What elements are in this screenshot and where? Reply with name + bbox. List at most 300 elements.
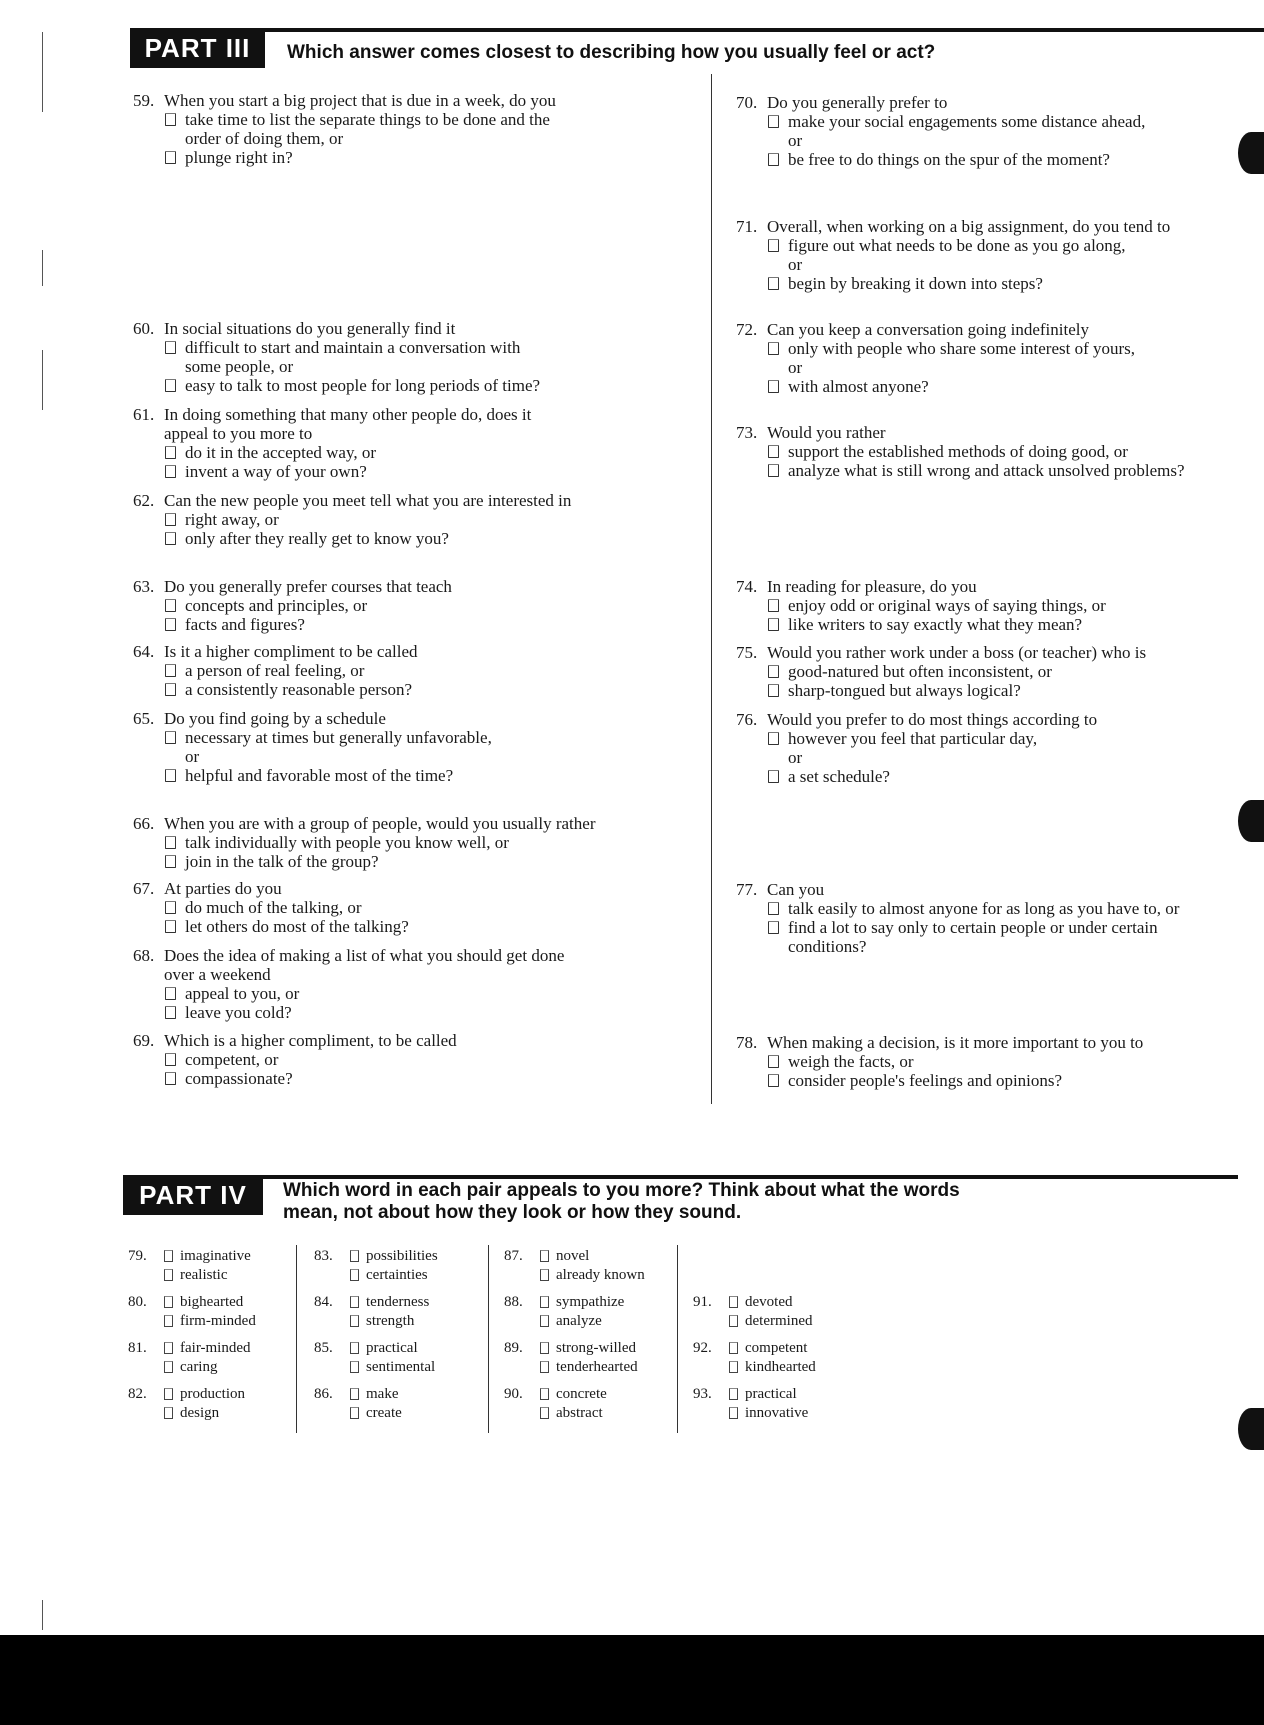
or-label: or [788,255,803,274]
word-pair [504,1247,664,1293]
answer-option-text: let others do most of the talking? [185,917,409,936]
word-text: tenderhearted [556,1359,638,1375]
answer-option-text: concepts and principles, or [185,596,368,615]
answer-option-a[interactable] [736,236,1256,255]
checkbox[interactable] [350,1296,359,1308]
word-option-a[interactable] [745,1293,792,1311]
question-number: 62. [133,491,155,510]
checkbox[interactable] [768,665,779,678]
answer-option-b[interactable] [133,376,693,395]
word-text: certainties [366,1267,428,1283]
word-option-b[interactable] [556,1404,603,1422]
word-option-a[interactable] [556,1339,636,1357]
checkbox[interactable] [164,1342,173,1354]
word-option-b[interactable] [745,1358,816,1376]
part4-rule [123,1175,1238,1179]
question-72 [736,320,1256,396]
word-text: devoted [745,1294,793,1310]
checkbox[interactable] [768,599,779,612]
word-option-a[interactable] [745,1385,797,1403]
answer-option-text: find a lot to say only to certain people or under certain [788,918,1158,937]
word-option-b[interactable] [366,1266,428,1284]
checkbox[interactable] [768,684,779,697]
word-text: novel [556,1248,590,1264]
question-stem [736,423,1256,442]
word-text: sentimental [366,1359,436,1375]
checkbox[interactable] [768,618,779,631]
question-stem-line: Does the idea of making a list of what you should get done [164,946,565,965]
answer-option-b[interactable] [736,377,1256,396]
word-option-b[interactable] [180,1266,227,1284]
checkbox[interactable] [768,153,779,166]
answer-option-b[interactable] [736,1071,1256,1090]
checkbox[interactable] [165,901,176,914]
word-option-b[interactable] [180,1358,217,1376]
question-stem [133,1031,693,1050]
checkbox[interactable] [164,1315,173,1327]
word-text: possibilities [366,1248,438,1264]
answer-option-text: plunge right in? [185,148,293,167]
word-option-b[interactable] [556,1266,645,1284]
question-number: 70. [736,93,758,112]
checkbox[interactable] [165,446,176,459]
word-option-b[interactable] [366,1404,402,1422]
word-option-a[interactable] [556,1385,607,1403]
margin-tick [42,32,43,112]
checkbox[interactable] [350,1250,359,1262]
answer-option-a[interactable] [736,339,1256,358]
answer-option-text: enjoy odd or original ways of saying things, or [788,596,1106,615]
question-stem-line: Would you rather [767,423,886,442]
bottom-scan-band [0,1635,1264,1725]
checkbox[interactable] [165,769,176,782]
or-label: or [788,748,803,767]
word-option-a[interactable] [180,1385,245,1403]
checkbox[interactable] [165,683,176,696]
answer-option-text: helpful and favorable most of the time? [185,766,454,785]
checkbox[interactable] [164,1361,173,1373]
part4-title-line2: mean, not about how they look or how they sound. [283,1202,742,1223]
word-option-b[interactable] [366,1358,435,1376]
answer-option-text: talk easily to almost anyone for as long as you have to, or [788,899,1180,918]
checkbox[interactable] [540,1361,549,1373]
answer-option-a[interactable] [133,596,693,615]
question-stem-line: Can you keep a conversation going indefinitely [767,320,1089,339]
word-pair [128,1385,288,1431]
checkbox[interactable] [165,379,176,392]
checkbox[interactable] [768,921,779,934]
checkbox[interactable] [164,1407,173,1419]
word-option-b[interactable] [556,1312,602,1330]
question-stem-line: In reading for pleasure, do you [767,577,977,596]
question-stem [736,577,1256,596]
checkbox[interactable] [729,1342,738,1354]
question-stem [133,879,693,898]
word-pair [504,1293,664,1339]
question-stem-line: Can you [767,880,825,899]
word-pair-number: 89. [504,1340,523,1356]
answer-option-text: take time to list the separate things to be done and the [185,110,550,129]
checkbox[interactable] [165,987,176,1000]
word-text: innovative [745,1405,809,1421]
word-option-b[interactable] [556,1358,638,1376]
word-column-2 [314,1247,474,1431]
question-stem [736,1033,1256,1052]
checkbox[interactable] [768,1055,779,1068]
margin-tick [42,250,43,286]
answer-option-a[interactable] [133,728,693,747]
checkbox[interactable] [350,1342,359,1354]
answer-option-b[interactable] [133,1003,693,1022]
answer-option-a[interactable] [133,1050,693,1069]
checkbox[interactable] [350,1361,359,1373]
checkbox[interactable] [540,1407,549,1419]
answer-option-b[interactable] [133,529,693,548]
answer-option-text: order of doing them, or [185,129,344,148]
word-text: strong-willed [556,1340,636,1356]
word-text: realistic [180,1267,228,1283]
question-65 [133,709,693,785]
question-63 [133,577,693,634]
question-stem-line: Is it a higher compliment to be called [164,642,418,661]
part3-label: PART III [130,28,265,68]
question-61 [133,405,693,481]
word-pair [314,1247,474,1293]
answer-option-a[interactable] [133,110,693,148]
checkbox[interactable] [165,836,176,849]
word-pair [504,1385,664,1431]
word-option-b[interactable] [745,1404,808,1422]
checkbox[interactable] [165,113,176,126]
checkbox[interactable] [165,731,176,744]
part3-rule [130,28,1264,32]
question-stem-line: When you are with a group of people, would you usually rather [164,814,596,833]
checkbox[interactable] [729,1361,738,1373]
word-text: practical [745,1386,797,1402]
checkbox[interactable] [350,1269,359,1281]
part4-label: PART IV [123,1175,263,1215]
word-option-a[interactable] [180,1339,251,1357]
word-option-b[interactable] [180,1404,219,1422]
answer-option-text: some people, or [185,357,294,376]
answer-option-b[interactable] [133,462,693,481]
checkbox[interactable] [768,770,779,783]
word-text: kindhearted [745,1359,816,1375]
margin-tick [42,350,43,410]
answer-option-a[interactable] [133,661,693,680]
word-text: abstract [556,1405,603,1421]
answer-option-a[interactable] [736,1052,1256,1071]
question-number: 77. [736,880,758,899]
answer-option-text: only after they really get to know you? [185,529,449,548]
word-pair-number: 86. [314,1386,333,1402]
question-number: 59. [133,91,155,110]
checkbox[interactable] [164,1269,173,1281]
answer-option-text: analyze what is still wrong and attack unsolved problems? [788,461,1185,480]
checkbox[interactable] [164,1250,173,1262]
question-number: 65. [133,709,155,728]
checkbox[interactable] [729,1296,738,1308]
checkbox[interactable] [165,513,176,526]
answer-option-a[interactable] [736,596,1256,615]
checkbox[interactable] [768,464,779,477]
answer-option-a[interactable] [736,729,1256,748]
question-number: 72. [736,320,758,339]
answer-option-text: do it in the accepted way, or [185,443,377,462]
word-pair-number: 90. [504,1386,523,1402]
answer-option-b[interactable] [736,767,1256,786]
question-stem-line: Would you rather work under a boss (or teacher) who is [767,643,1147,662]
answer-option-a[interactable] [133,510,693,529]
checkbox[interactable] [540,1388,549,1400]
word-option-a[interactable] [366,1247,438,1265]
question-number: 67. [133,879,155,898]
word-text: create [366,1405,402,1421]
answer-option-b[interactable] [736,615,1256,634]
question-60 [133,319,693,395]
question-71 [736,217,1256,293]
answer-option-text: right away, or [185,510,279,529]
checkbox[interactable] [768,445,779,458]
answer-option-text: only with people who share some interest of yours, [788,339,1136,358]
checkbox[interactable] [165,465,176,478]
answer-option-text: be free to do things on the spur of the moment? [788,150,1110,169]
question-number: 64. [133,642,155,661]
word-option-b[interactable] [180,1312,256,1330]
word-column-4 [693,1293,863,1431]
answer-option-text: leave you cold? [185,1003,292,1022]
word-pair [693,1293,863,1339]
checkbox[interactable] [165,1072,176,1085]
answer-option-text: compassionate? [185,1069,293,1088]
part3-title: Which answer comes closest to describing how you usually feel or act? [287,42,936,63]
checkbox[interactable] [768,902,779,915]
or-label: or [788,131,803,150]
word-pair-number: 83. [314,1248,333,1264]
checkbox[interactable] [540,1342,549,1354]
answer-option-b[interactable] [133,615,693,634]
checkbox[interactable] [165,1006,176,1019]
answer-option-b[interactable] [133,766,693,785]
answer-option-text: facts and figures? [185,615,305,634]
word-text: competent [745,1340,808,1356]
word-text: caring [180,1359,218,1375]
answer-option-b[interactable] [736,274,1256,293]
answer-option-text: a set schedule? [788,767,890,786]
answer-option-b[interactable] [133,680,693,699]
answer-option-text: support the established methods of doing good, or [788,442,1128,461]
answer-option-text: difficult to start and maintain a conversation with [185,338,521,357]
checkbox[interactable] [729,1315,738,1327]
question-64 [133,642,693,699]
word-pair [504,1339,664,1385]
word-text: sympathize [556,1294,625,1310]
answer-option-b[interactable] [133,1069,693,1088]
margin-tick [42,1600,43,1630]
question-stem-line: Do you generally prefer courses that teach [164,577,452,596]
answer-option-a[interactable] [133,833,693,852]
word-text: imaginative [180,1248,251,1264]
word-option-b[interactable] [366,1312,414,1330]
word-option-a[interactable] [366,1293,429,1311]
answer-option-text: do much of the talking, or [185,898,362,917]
answer-option-text: necessary at times but generally unfavorable, [185,728,492,747]
word-option-a[interactable] [556,1293,624,1311]
answer-option-a[interactable] [736,662,1256,681]
checkbox[interactable] [165,1053,176,1066]
checkbox[interactable] [540,1250,549,1262]
word-pair-number: 82. [128,1386,147,1402]
word-option-b[interactable] [745,1312,812,1330]
checkbox[interactable] [540,1269,549,1281]
answer-option-text: a consistently reasonable person? [185,680,413,699]
checkbox[interactable] [540,1296,549,1308]
answer-option-b[interactable] [736,918,1256,956]
answer-option-a[interactable] [133,443,693,462]
word-pair-number: 87. [504,1248,523,1264]
answer-option-a[interactable] [736,112,1256,131]
answer-option-b[interactable] [133,917,693,936]
word-pair [314,1339,474,1385]
answer-option-text: weigh the facts, or [788,1052,914,1071]
checkbox[interactable] [540,1315,549,1327]
checkbox[interactable] [768,732,779,745]
answer-option-text: easy to talk to most people for long periods of time? [185,376,541,395]
or-label: or [185,747,200,766]
question-69 [133,1031,693,1088]
word-pair-number: 93. [693,1386,712,1402]
word-column-3 [504,1247,664,1431]
checkbox[interactable] [350,1407,359,1419]
question-stem-line: Can the new people you meet tell what you are interested in [164,491,572,510]
question-stem [736,93,1256,112]
question-stem-line: When making a decision, is it more important to you to [767,1033,1144,1052]
checkbox[interactable] [165,532,176,545]
word-pair [693,1385,863,1431]
question-stem-line: Overall, when working on a big assignment, do you tend to [767,217,1171,236]
word-column-divider [488,1245,489,1433]
word-text: design [180,1405,220,1421]
word-text: production [180,1386,245,1402]
answer-option-text: like writers to say exactly what they mean? [788,615,1083,634]
checkbox[interactable] [165,618,176,631]
question-59 [133,91,693,167]
answer-option-text: a person of real feeling, or [185,661,365,680]
word-option-a[interactable] [745,1339,807,1357]
checkbox[interactable] [350,1388,359,1400]
question-number: 74. [736,577,758,596]
question-76 [736,710,1256,786]
question-stem-line: In doing something that many other people do, does it [164,405,532,424]
answer-option-text: however you feel that particular day, [788,729,1038,748]
word-option-a[interactable] [180,1293,243,1311]
question-stem-line: When you start a big project that is due in a week, do you [164,91,556,110]
question-stem [133,491,693,510]
word-pair [128,1293,288,1339]
answer-option-a[interactable] [133,984,693,1003]
answer-option-b[interactable] [133,852,693,871]
checkbox[interactable] [165,341,176,354]
answer-option-text: talk individually with people you know well, or [185,833,509,852]
word-pair [693,1339,863,1385]
answer-option-text: competent, or [185,1050,279,1069]
word-option-a[interactable] [180,1247,251,1265]
word-pair [314,1293,474,1339]
question-74 [736,577,1256,634]
question-stem [133,91,693,110]
word-text: firm-minded [180,1313,256,1329]
checkbox[interactable] [164,1388,173,1400]
word-pair-number: 88. [504,1294,523,1310]
checkbox[interactable] [165,599,176,612]
checkbox[interactable] [768,115,779,128]
answer-option-text: begin by breaking it down into steps? [788,274,1043,293]
checkbox[interactable] [768,277,779,290]
question-66 [133,814,693,871]
question-stem [133,642,693,661]
question-number: 73. [736,423,758,442]
checkbox[interactable] [350,1315,359,1327]
answer-option-b[interactable] [736,461,1256,480]
question-stem-line: Do you find going by a schedule [164,709,386,728]
checkbox[interactable] [165,920,176,933]
checkbox[interactable] [768,380,779,393]
answer-option-a[interactable] [133,338,693,376]
answer-option-a[interactable] [736,442,1256,461]
registration-mark [1238,1408,1264,1450]
word-option-a[interactable] [366,1339,418,1357]
answer-option-b[interactable] [736,681,1256,700]
answer-option-text: sharp-tongued but always logical? [788,681,1021,700]
word-pair-number: 92. [693,1340,712,1356]
answer-option-a[interactable] [736,899,1256,918]
checkbox[interactable] [768,1074,779,1087]
question-stem-line: At parties do you [164,879,282,898]
part4-title [283,1180,960,1224]
part4-title-line1: Which word in each pair appeals to you more? Think about what the words [283,1180,960,1201]
word-pair-number: 84. [314,1294,333,1310]
answer-option-text: join in the talk of the group? [185,852,379,871]
registration-mark [1238,800,1264,842]
checkbox[interactable] [768,239,779,252]
question-77 [736,880,1256,956]
question-stem [133,946,693,984]
checkbox[interactable] [729,1388,738,1400]
question-number: 60. [133,319,155,338]
word-text: strength [366,1313,415,1329]
answer-option-a[interactable] [133,898,693,917]
word-pair [314,1385,474,1431]
answer-option-b[interactable] [736,150,1256,169]
checkbox[interactable] [165,855,176,868]
answer-option-b[interactable] [133,148,693,167]
word-text: tenderness [366,1294,430,1310]
word-option-a[interactable] [556,1247,589,1265]
word-text: bighearted [180,1294,244,1310]
question-stem [133,577,693,596]
word-text: already known [556,1267,645,1283]
checkbox[interactable] [768,342,779,355]
checkbox[interactable] [164,1296,173,1308]
question-number: 68. [133,946,155,965]
word-text: practical [366,1340,418,1356]
question-stem-line: In social situations do you generally find it [164,319,456,338]
checkbox[interactable] [165,151,176,164]
checkbox[interactable] [165,664,176,677]
word-pair-number: 91. [693,1294,712,1310]
word-option-a[interactable] [366,1385,398,1403]
checkbox[interactable] [729,1407,738,1419]
